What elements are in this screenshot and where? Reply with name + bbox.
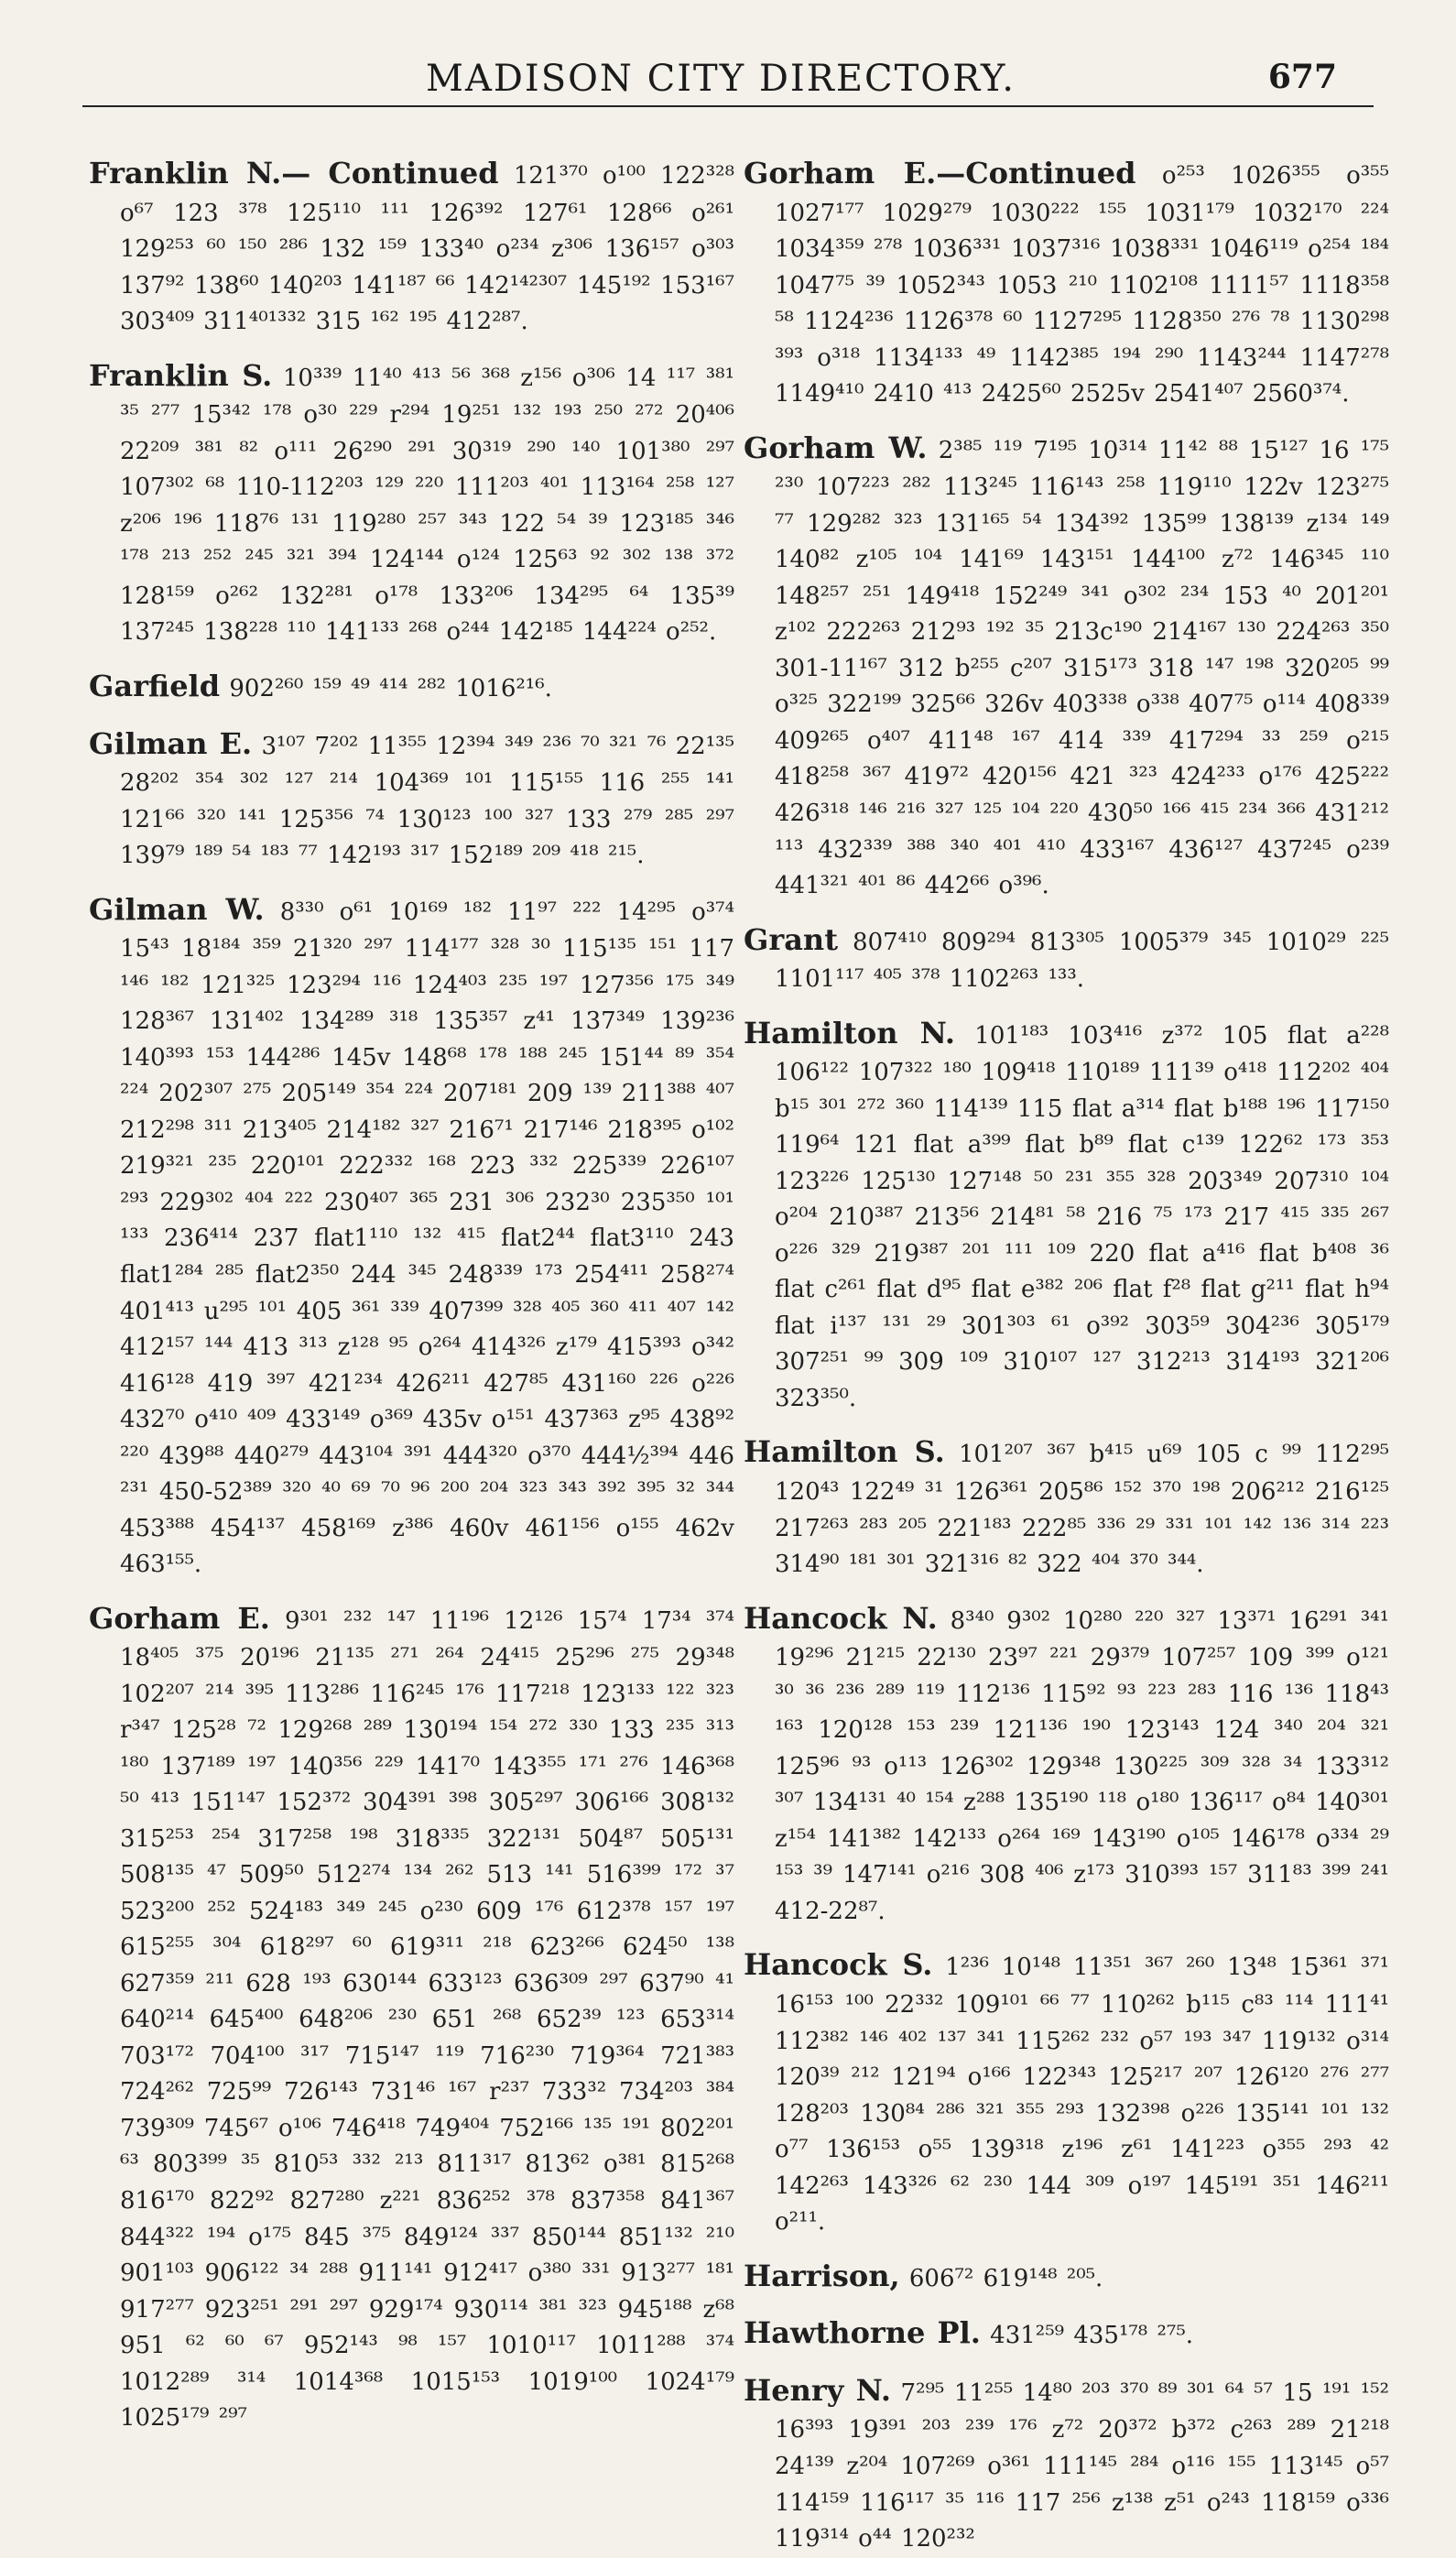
house-numbers: 101¹⁸³ 103⁴¹⁶ z³⁷² 105 flat a²²⁸ 106¹²² 107³²² ¹⁸⁰ 109⁴¹⁸ 110¹⁸⁹ 111³⁹ o⁴¹⁸ 112²⁰² ⁴⁰⁴ b¹⁵ ³⁰¹ ²⁷² ³⁶⁰ 114¹³⁹ 115 flat a³¹⁴ flat b¹⁸⁸ ¹⁹⁶ 117¹⁵⁰ 119⁶⁴ 121 flat a³⁹⁹ flat b⁸⁹ flat c¹³⁹ 122⁶² ¹⁷³ ³⁵³ 123²²⁶ 125¹³⁰ 127¹⁴⁸ ⁵⁰ ²³¹ ³⁵⁵ ³²⁸ 203³⁴⁹ 207³¹⁰ ¹⁰⁴ o²⁰⁴ 210³⁸⁷ 213⁵⁶ 214⁸¹ ⁵⁸ 216 ⁷⁵ ¹⁷³ 217 ⁴¹⁵ ³³⁵ ²⁶⁷ o²²⁶ ³²⁹ 219³⁸⁷ ²⁰¹ ¹¹¹ ¹⁰⁹ 220 flat a⁴¹⁶ flat b⁴⁰⁸ ³⁶ flat c²⁶¹ flat d⁹⁵ flat e³⁸² ²⁰⁶ flat f²⁸ flat g²¹¹ flat h⁹⁴ flat i¹³⁷ ¹³¹ ²⁹ 301³⁰³ ⁶¹ o³⁹² 303⁵⁹ 304²³⁶ 305¹⁷⁹ 307²⁵¹ ⁹⁹ 309 ¹⁰⁹ 310¹⁰⁷ ¹²⁷ 312²¹³ 314¹⁹³ 321²⁰⁶ 323³⁵⁰.: [775, 1021, 1390, 1412]
street-entry: [744, 1430, 1389, 1583]
street-entry: [744, 2311, 1389, 2356]
street-entry: [744, 2254, 1389, 2299]
house-numbers: 1²³⁶ 10¹⁴⁸ 11³⁵¹ ³⁶⁷ ²⁶⁰ 13⁴⁸ 15³⁶¹ ³⁷¹ 16¹⁵³ ¹⁰⁰ 22³³² 109¹⁰¹ ⁶⁶ ⁷⁷ 110²⁶² b¹¹⁵ c⁸³ ¹¹⁴ 111⁴¹ 112³⁸² ¹⁴⁶ ⁴⁰² ¹³⁷ ³⁴¹ 115²⁶² ²³² o⁵⁷ ¹⁹³ ³⁴⁷ 119¹³² o³¹⁴ 120³⁹ ²¹² 121⁹⁴ o¹⁶⁶ 122³⁴³ 125²¹⁷ ²⁰⁷ 126¹²⁰ ²⁷⁶ ²⁷⁷ 128²⁰³ 130⁸⁴ ²⁸⁶ ³²¹ ³⁵⁵ ²⁹³ 132³⁹⁸ o²²⁶ 135¹⁴¹ ¹⁰¹ ¹³² o⁷⁷ 136¹⁵³ o⁵⁵ 139³¹⁸ z¹⁹⁶ z⁶¹ 141²²³ o³⁵⁵ ²⁹³ ⁴² 142²⁶³ 143³²⁶ ⁶² ²³⁰ 144 ³⁰⁹ o¹⁹⁷ 145¹⁹¹ ³⁵¹ 146²¹¹ o²¹¹.: [775, 1954, 1390, 2237]
street-entry: [744, 151, 1389, 413]
street-entry: [89, 354, 734, 651]
street-name: Grant: [744, 921, 838, 957]
house-numbers: o²⁵³ 1026³⁵⁵ o³⁵⁵ 1027¹⁷⁷ 1029²⁷⁹ 1030²²² ¹⁵⁵ 1031¹⁷⁹ 1032¹⁷⁰ ²²⁴ 1034³⁵⁹ ²⁷⁸ 1036³³¹ 1037³¹⁶ 1038³³¹ 1046¹¹⁹ o²⁵⁴ ¹⁸⁴ 1047⁷⁵ ³⁹ 1052³⁴³ 1053 ²¹⁰ 1102¹⁰⁸ 1111⁵⁷ 1118³⁵⁸ ⁵⁸ 1124²³⁶ 1126³⁷⁸ ⁶⁰ 1127²⁹⁵ 1128³⁵⁰ ²⁷⁶ ⁷⁸ 1130²⁹⁸ ³⁹³ o³¹⁸ 1134¹³³ ⁴⁹ 1142³⁸⁵ ¹⁹⁴ ²⁹⁰ 1143²⁴⁴ 1147²⁷⁸ 1149⁴¹⁰ 2410 ⁴¹³ 2425⁶⁰ 2525v 2541⁴⁰⁷ 2560³⁷⁴.: [775, 162, 1390, 408]
house-numbers: 101²⁰⁷ ³⁶⁷ b⁴¹⁵ u⁶⁹ 105 c ⁹⁹ 112²⁹⁵ 120⁴³ 122⁴⁹ ³¹ 126³⁶¹ 205⁸⁶ ¹⁵² ³⁷⁰ ¹⁹⁸ 206²¹² 216¹²⁵ 217²⁶³ ²⁸³ ²⁰⁵ 221¹⁸³ 222⁸⁵ ³³⁶ ²⁹ ³³¹ ¹⁰¹ ¹⁴² ¹³⁶ ³¹⁴ ²²³ 314⁹⁰ ¹⁸¹ ³⁰¹ 321³¹⁶ ⁸² 322 ⁴⁰⁴ ³⁷⁰ ³⁴⁴.: [775, 1441, 1390, 1579]
street-name: Franklin N.— Continued: [89, 156, 499, 190]
street-name: Garfield: [89, 668, 221, 703]
street-name: Hamilton S.: [744, 1434, 945, 1470]
house-numbers: 7²⁹⁵ 11²⁵⁵ 14⁸⁰ ²⁰³ ³⁷⁰ ⁸⁹ ³⁰¹ ⁶⁴ ⁵⁷ 15 ¹⁹¹ ¹⁵² 16³⁹³ 19³⁹¹ ²⁰³ ²³⁹ ¹⁷⁶ z⁷² 20³⁷² b³⁷² c²⁶³ ²⁸⁹ 21²¹⁸ 24¹³⁹ z²⁰⁴ 107²⁶⁹ o³⁶¹ 111¹⁴⁵ ²⁸⁴ o¹¹⁶ ¹⁵⁵ 113¹⁴⁵ o⁵⁷ 114¹⁵⁹ 116¹¹⁷ ³⁵ ¹¹⁶ 117 ²⁵⁶ z¹³⁸ z⁵¹ o²⁴³ 118¹⁵⁹ o³³⁶ 119³¹⁴ o⁴⁴ 120²³²: [775, 2378, 1390, 2553]
street-entry: [744, 1596, 1389, 1931]
house-numbers: 9³⁰¹ ²³² ¹⁴⁷ 11¹⁹⁶ 12¹²⁶ 15⁷⁴ 17³⁴ ³⁷⁴ 18⁴⁰⁵ ³⁷⁵ 20¹⁹⁶ 21¹³⁵ ²⁷¹ ²⁶⁴ 24⁴¹⁵ 25²⁹⁶ ²⁷⁵ 29³⁴⁸ 102²⁰⁷ ²¹⁴ ³⁹⁵ 113²⁸⁶ 116²⁴⁵ ¹⁷⁶ 117²¹⁸ 123¹³³ ¹²² ³²³ r³⁴⁷ 125²⁸ ⁷² 129²⁶⁸ ²⁸⁹ 130¹⁹⁴ ¹⁵⁴ ²⁷² ³³⁰ 133 ²³⁵ ³¹³ ¹⁸⁰ 137¹⁸⁹ ¹⁹⁷ 140³⁵⁶ ²²⁹ 141⁷⁰ 143³⁵⁵ ¹⁷¹ ²⁷⁶ 146³⁶⁸ ⁵⁰ ⁴¹³ 151¹⁴⁷ 152³⁷² 304³⁹¹ ³⁹⁸ 305²⁹⁷ 306¹⁶⁶ 308¹³² 315²⁵³ ²⁵⁴ 317²⁵⁸ ¹⁹⁸ 318³³⁵ 322¹³¹ 504⁸⁷ 505¹³¹ 508¹³⁵ ⁴⁷ 509⁵⁰ 512²⁷⁴ ¹³⁴ ²⁶² 513 ¹⁴¹ 516³⁹⁹ ¹⁷² ³⁷ 523²⁰⁰ ²⁵² 524¹⁸³ ³⁴⁹ ²⁴⁵ o²³⁰ 609 ¹⁷⁶ 612³⁷⁸ ¹⁵⁷ ¹⁹⁷ 615²⁵⁵ ³⁰⁴ 618²⁹⁷ ⁶⁰ 619³¹¹ ²¹⁸ 623²⁶⁶ 624⁵⁰ ¹³⁸ 627³⁵⁹ ²¹¹ 628 ¹⁹³ 630¹⁴⁴ 633¹²³ 636³⁰⁹ ²⁹⁷ 637⁹⁰ ⁴¹ 640²¹⁴ 645⁴⁰⁰ 648²⁰⁶ ²³⁰ 651 ²⁶⁸ 652³⁹ ¹²³ 653³¹⁴ 703¹⁷² 704¹⁰⁰ ³¹⁷ 715¹⁴⁷ ¹¹⁹ 716²³⁰ 719³⁶⁴ 721³⁸³ 724²⁶² 725⁹⁹ 726¹⁴³ 731⁴⁶ ¹⁶⁷ r²³⁷ 733³² 734²⁰³ ³⁸⁴ 739³⁰⁹ 745⁶⁷ o¹⁰⁶ 746⁴¹⁸ 749⁴⁰⁴ 752¹⁶⁶ ¹³⁵ ¹⁹¹ 802²⁰¹ ⁶³ 803³⁹⁹ ³⁵ 810⁵³ ³³² ²¹³ 811³¹⁷ 813⁶² o³⁸¹ 815²⁶⁸ 816¹⁷⁰ 822⁹² 827²⁸⁰ z²²¹ 836²⁵² ³⁷⁸ 837³⁵⁸ 841³⁶⁷ 844³²² ¹⁹⁴ o¹⁷⁵ 845 ³⁷⁵ 849¹²⁴ ³³⁷ 850¹⁴⁴ 851¹³² ²¹⁰ 901¹⁰³ 906¹²² ³⁴ ²⁸⁸ 911¹⁴¹ 912⁴¹⁷ o³⁸⁰ ³³¹ 913²⁷⁷ ¹⁸¹ 917²⁷⁷ 923²⁵¹ ²⁹¹ ²⁹⁷ 929¹⁷⁴ 930¹¹⁴ ³⁸¹ ³²³ 945¹⁸⁸ z⁶⁸ 951 ⁶² ⁶⁰ ⁶⁷ 952¹⁴³ ⁹⁸ ¹⁵⁷ 1010¹¹⁷ 1011²⁸⁸ ³⁷⁴ 1012²⁸⁹ ³¹⁴ 1014³⁶⁸ 1015¹⁵³ 1019¹⁰⁰ 1024¹⁷⁹ 1025¹⁷⁹ ²⁹⁷: [120, 1606, 735, 2433]
house-numbers: 902²⁶⁰ ¹⁵⁹ ⁴⁹ ⁴¹⁴ ²⁸² 1016²¹⁶.: [229, 674, 552, 702]
right-column: [744, 151, 1390, 2553]
house-numbers: 121³⁷⁰ o¹⁰⁰ 122³²⁸ o⁶⁷ 123 ³⁷⁸ 125¹¹⁰ ¹¹¹ 126³⁹² 127⁶¹ 128⁶⁶ o²⁶¹ 129²⁵³ ⁶⁰ ¹⁵⁰ ²⁸⁶ 132 ¹⁵⁹ 133⁴⁰ o²³⁴ z³⁰⁶ 136¹⁵⁷ o³⁰³ 137⁹² 138⁶⁰ 140²⁰³ 141¹⁸⁷ ⁶⁶ 142¹⁴²³⁰⁷ 145¹⁹² 153¹⁶⁷ 303⁴⁰⁹ 311⁴⁰¹³³² 315 ¹⁶² ¹⁹⁵ 412²⁸⁷.: [120, 162, 735, 336]
street-name: Hancock S.: [744, 1947, 933, 1983]
street-entry: [89, 887, 734, 1584]
street-name: Harrison,: [744, 2258, 900, 2293]
street-name: Hawthorne Pl.: [744, 2315, 981, 2351]
page-number: 677: [1267, 58, 1337, 96]
running-head: MADISON CITY DIRECTORY.: [426, 58, 1016, 100]
street-entry: [89, 722, 734, 875]
street-name: Hancock N.: [744, 1600, 938, 1636]
house-numbers: 8³⁴⁰ 9³⁰² 10²⁸⁰ ²²⁰ ³²⁷ 13³⁷¹ 16²⁹¹ ³⁴¹ 19²⁹⁶ 21²¹⁵ 22¹³⁰ 23⁹⁷ ²²¹ 29³⁷⁹ 107²⁵⁷ 109 ³⁹⁹ o¹²¹ ³⁰ ³⁶ ²³⁶ ²⁸⁹ ¹¹⁹ 112¹³⁶ 115⁹² ⁹³ ²²³ ²⁸³ 116 ¹³⁶ 118⁴³ ¹⁶³ 120¹²⁸ ¹⁵³ ²³⁹ 121¹³⁶ ¹⁹⁰ 123¹⁴³ 124 ³⁴⁰ ²⁰⁴ ³²¹ 125⁹⁶ ⁹³ o¹¹³ 126³⁰² 129³⁴⁸ 130²²⁵ ³⁰⁹ ³²⁸ ³⁴ 133³¹² ³⁰⁷ 134¹³¹ ⁴⁰ ¹⁵⁴ z²⁸⁸ 135¹⁹⁰ ¹¹⁸ o¹⁸⁰ 136¹¹⁷ o⁸⁴ 140³⁰¹ z¹⁵⁴ 141³⁸² 142¹³³ o²⁶⁴ ¹⁶⁹ 143¹⁹⁰ o¹⁰⁵ 146¹⁷⁸ o³³⁴ ²⁹ ¹⁵³ ³⁹ 147¹⁴¹ o²¹⁶ 308 ⁴⁰⁶ z¹⁷³ 310³⁹³ ¹⁵⁷ 311⁸³ ³⁹⁹ ²⁴¹ 412-22⁸⁷.: [775, 1606, 1389, 1925]
street-entry: [89, 151, 734, 341]
street-entry: [89, 664, 734, 709]
house-numbers: 2³⁸⁵ ¹¹⁹ 7¹⁹⁵ 10³¹⁴ 11⁴² ⁸⁸ 15¹²⁷ 16 ¹⁷⁵ ²³⁰ 107²²³ ²⁸² 113²⁴⁵ 116¹⁴³ ²⁵⁸ 119¹¹⁰ 122v 123²⁷⁵ ⁷⁷ 129²⁸² ³²³ 131¹⁶⁵ ⁵⁴ 134³⁹² 135⁹⁹ 138¹³⁹ z¹³⁴ ¹⁴⁹ 140⁸² z¹⁰⁵ ¹⁰⁴ 141⁶⁹ 143¹⁵¹ 144¹⁰⁰ z⁷² 146³⁴⁵ ¹¹⁰ 148²⁵⁷ ²⁵¹ 149⁴¹⁸ 152²⁴⁹ ³⁴¹ o³⁰² ²³⁴ 153 ⁴⁰ 201²⁰¹ z¹⁰² 222²⁶³ 212⁹³ ¹⁹² ³⁵ 213c¹⁹⁰ 214¹⁶⁷ ¹³⁰ 224²⁶³ ³⁵⁰ 301-11¹⁶⁷ 312 b²⁵⁵ c²⁰⁷ 315¹⁷³ 318 ¹⁴⁷ ¹⁹⁸ 320²⁰⁵ ⁹⁹ o³²⁵ 322¹⁹⁹ 325⁶⁶ 326v 403³³⁸ o³³⁸ 407⁷⁵ o¹¹⁴ 408³³⁹ 409²⁶⁵ o⁴⁰⁷ 411⁴⁸ ¹⁶⁷ 414 ³³⁹ 417²⁹⁴ ³³ ²⁵⁹ o²¹⁵ 418²⁵⁸ ³⁶⁷ 419⁷² 420¹⁵⁶ 421 ³²³ 424²³³ o¹⁷⁶ 425²²² 426³¹⁸ ¹⁴⁶ ²¹⁶ ³²⁷ ¹²⁵ ¹⁰⁴ ²²⁰ 430⁵⁰ ¹⁶⁶ ⁴¹⁵ ²³⁴ ³⁶⁶ 431²¹² ¹¹³ 432³³⁹ ³⁸⁸ ³⁴⁰ ⁴⁰¹ ⁴¹⁰ 433¹⁶⁷ 436¹²⁷ 437²⁴⁵ o²³⁹ 441³²¹ ⁴⁰¹ ⁸⁶ 442⁶⁶ o³⁹⁶.: [775, 436, 1390, 900]
street-name: Gorham E.: [89, 1600, 270, 1636]
house-numbers: 8³³⁰ o⁶¹ 10¹⁶⁹ ¹⁸² 11⁹⁷ ²²² 14²⁹⁵ o³⁷⁴ 15⁴³ 18¹⁸⁴ ³⁵⁹ 21³²⁰ ²⁹⁷ 114¹⁷⁷ ³²⁸ ³⁰ 115¹³⁵ ¹⁵¹ 117 ¹⁴⁶ ¹⁸² 121³²⁵ 123²⁹⁴ ¹¹⁶ 124⁴⁰³ ²³⁵ ¹⁹⁷ 127³⁵⁶ ¹⁷⁵ ³⁴⁹ 128³⁶⁷ 131⁴⁰² 134²⁸⁹ ³¹⁸ 135³⁵⁷ z⁴¹ 137³⁴⁹ 139²³⁶ 140³⁹³ ¹⁵³ 144²⁸⁶ 145v 148⁶⁸ ¹⁷⁸ ¹⁸⁸ ²⁴⁵ 151⁴⁴ ⁸⁹ ³⁵⁴ ²²⁴ 202³⁰⁷ ²⁷⁵ 205¹⁴⁹ ³⁵⁴ ²²⁴ 207¹⁸¹ 209 ¹³⁹ 211³⁸⁸ ⁴⁰⁷ 212²⁹⁸ ³¹¹ 213⁴⁰⁵ 214¹⁸² ³²⁷ 216⁷¹ 217¹⁴⁶ 218³⁹⁵ o¹⁰² 219³²¹ ²³⁵ 220¹⁰¹ 222³³² ¹⁶⁸ 223 ³³² 225³³⁹ 226¹⁰⁷ ²⁹³ 229³⁰² ⁴⁰⁴ ²²² 230⁴⁰⁷ ³⁶⁵ 231 ³⁰⁶ 232³⁰ 235³⁵⁰ ¹⁰¹ ¹³³ 236⁴¹⁴ 237 flat1¹¹⁰ ¹³² ⁴¹⁵ flat2⁴⁴ flat3¹¹⁰ 243 flat1²⁸⁴ ²⁸⁵ flat2³⁵⁰ 244 ³⁴⁵ 248³³⁹ ¹⁷³ 254⁴¹¹ 258²⁷⁴ 401⁴¹³ u²⁹⁵ ¹⁰¹ 405 ³⁶¹ ³³⁹ 407³⁹⁹ ³²⁸ ⁴⁰⁵ ³⁶⁰ ⁴¹¹ ⁴⁰⁷ ¹⁴² 412¹⁵⁷ ¹⁴⁴ 413 ³¹³ z¹²⁸ ⁹⁵ o²⁶⁴ 414³²⁶ z¹⁷⁹ 415³⁹³ o³⁴² 416¹²⁸ 419 ³⁹⁷ 421²³⁴ 426²¹¹ 427⁸⁵ 431¹⁶⁰ ²²⁶ o²²⁶ 432⁷⁰ o⁴¹⁰ ⁴⁰⁹ 433¹⁴⁹ o³⁶⁹ 435v o¹⁵¹ 437³⁶³ z⁹⁵ 438⁹² ²²⁰ 439⁸⁸ 440²⁷⁹ 443¹⁰⁴ ³⁹¹ 444³²⁰ o³⁷⁰ 444½³⁹⁴ 446 ²³¹ 450-52³⁸⁹ ³²⁰ ⁴⁰ ⁶⁹ ⁷⁰ ⁹⁶ ²⁰⁰ ²⁰⁴ ³²³ ³⁴³ ³⁹² ³⁹⁵ ³² ³⁴⁴ 453³⁸⁸ 454¹³⁷ 458¹⁶⁹ z³⁸⁶ 460v 461¹⁵⁶ o¹⁵⁵ 462v 463¹⁵⁵.: [120, 898, 734, 1579]
street-name: Gilman W.: [89, 891, 265, 927]
street-name: Gilman E.: [89, 725, 253, 761]
house-numbers: 431²⁵⁹ 435¹⁷⁸ ²⁷⁵.: [990, 2322, 1194, 2350]
street-entry: [744, 1943, 1389, 2240]
street-entry: [744, 2368, 1389, 2558]
page-header: [82, 50, 1374, 107]
street-name: Franklin S.: [89, 357, 273, 393]
house-numbers: 606⁷² 619¹⁴⁸ ²⁰⁵.: [908, 2264, 1103, 2292]
street-entry: [744, 918, 1389, 998]
street-entry: [744, 426, 1389, 905]
house-numbers: 3¹⁰⁷ 7²⁰² 11³⁵⁵ 12³⁹⁴ ³⁴⁹ ²³⁶ ⁷⁰ ³²¹ ⁷⁶ 22¹³⁵ 28²⁰² ³⁵⁴ ³⁰² ¹²⁷ ²¹⁴ 104³⁶⁹ ¹⁰¹ 115¹⁵⁵ 116 ²⁵⁵ ¹⁴¹ 121⁶⁶ ³²⁰ ¹⁴¹ 125³⁵⁶ ⁷⁴ 130¹²³ ¹⁰⁰ ³²⁷ 133 ²⁷⁹ ²⁸⁵ ²⁹⁷ 139⁷⁹ ¹⁸⁹ ⁵⁴ ¹⁸³ ⁷⁷ 142¹⁹³ ³¹⁷ 152¹⁸⁹ ²⁰⁹ ⁴¹⁸ ²¹⁵.: [120, 732, 734, 870]
street-entry: [89, 1596, 734, 2437]
street-name: Gorham E.—Continued: [744, 156, 1136, 190]
street-name: Gorham W.: [744, 430, 928, 465]
street-entry: [744, 1011, 1389, 1418]
house-numbers: 807⁴¹⁰ 809²⁹⁴ 813³⁰⁵ 1005³⁷⁹ ³⁴⁵ 1010²⁹ ²²⁵ 1101¹¹⁷ ⁴⁰⁵ ³⁷⁸ 1102²⁶³ ¹³³.: [775, 928, 1390, 994]
house-numbers: 10³³⁹ 11⁴⁰ ⁴¹³ ⁵⁶ ³⁶⁸ z¹⁵⁶ o³⁰⁶ 14 ¹¹⁷ ³⁸¹ ³⁵ ²⁷⁷ 15³⁴² ¹⁷⁸ o³⁰ ²²⁹ r²⁹⁴ 19²⁵¹ ¹³² ¹⁹³ ²⁵⁰ ²⁷² 20⁴⁰⁶ 22²⁰⁹ ³⁸¹ ⁸² o¹¹¹ 26²⁹⁰ ²⁹¹ 30³¹⁹ ²⁹⁰ ¹⁴⁰ 101³⁸⁰ ²⁹⁷ 107³⁰² ⁶⁸ 110-112²⁰³ ¹²⁹ ²²⁰ 111²⁰³ ⁴⁰¹ 113¹⁶⁴ ²⁵⁸ ¹²⁷ z²⁰⁶ ¹⁹⁶ 118⁷⁶ ¹³¹ 119²⁸⁰ ²⁵⁷ ³⁴³ 122 ⁵⁴ ³⁹ 123¹⁸⁵ ³⁴⁶ ¹⁷⁸ ²¹³ ²⁵² ²⁴⁵ ³²¹ ³⁹⁴ 124¹⁴⁴ o¹²⁴ 125⁶³ ⁹² ³⁰² ¹³⁸ ³⁷² 128¹⁵⁹ o²⁶² 132²⁸¹ o¹⁷⁸ 133²⁰⁶ 134²⁹⁵ ⁶⁴ 135³⁹ 137²⁴⁵ 138²²⁸ ¹¹⁰ 141¹³³ ²⁶⁸ o²⁴⁴ 142¹⁸⁵ 144²²⁴ o²⁵².: [120, 364, 735, 647]
street-name: Hamilton N.: [744, 1015, 956, 1050]
left-column: [89, 151, 735, 2433]
street-name: Henry N.: [744, 2372, 892, 2408]
